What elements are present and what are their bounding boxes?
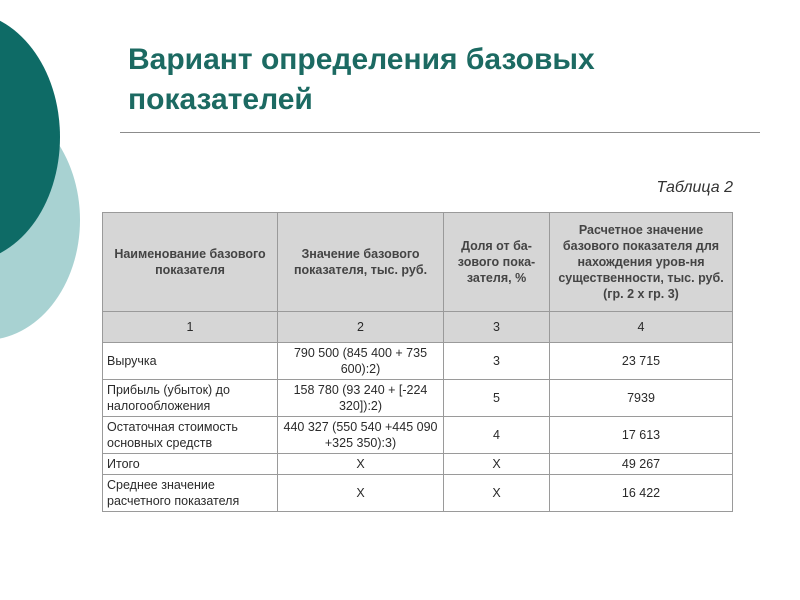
row-name: Итого <box>103 454 278 475</box>
header-indicator-value: Значение базового показателя, тыс. руб. <box>278 213 444 312</box>
table-row <box>103 380 733 417</box>
row-name: Прибыль (убыток) до налогообложения <box>103 380 278 417</box>
row-calculated: 7939 <box>550 380 733 417</box>
table-row <box>103 417 733 454</box>
row-share: X <box>444 475 550 512</box>
row-share: 5 <box>444 380 550 417</box>
row-value: 790 500 (845 400 + 735 600):2) <box>278 343 444 380</box>
column-number: 4 <box>550 312 733 343</box>
row-share: 4 <box>444 417 550 454</box>
row-calculated: 23 715 <box>550 343 733 380</box>
row-calculated: 49 267 <box>550 454 733 475</box>
row-calculated: 16 422 <box>550 475 733 512</box>
header-calculated-value: Расчетное значение базового показателя для нахождения уров-ня существенности, тыс. руб. (гр. 2 х гр. 3) <box>550 213 733 312</box>
row-value: X <box>278 475 444 512</box>
column-number: 3 <box>444 312 550 343</box>
row-name: Остаточная стоимость основных средств <box>103 417 278 454</box>
row-name: Выручка <box>103 343 278 380</box>
slide-title-line-1: Вариант определения базовых <box>128 43 595 76</box>
slide-title <box>128 40 728 120</box>
column-number: 2 <box>278 312 444 343</box>
header-share-percent: Доля от ба-зового пока-зателя, % <box>444 213 550 312</box>
row-value: 440 327 (550 540 +445 090 +325 350):3) <box>278 417 444 454</box>
base-indicators-table <box>102 212 733 512</box>
table-row <box>103 475 733 512</box>
column-number: 1 <box>103 312 278 343</box>
column-number-row <box>103 312 733 343</box>
table-row <box>103 454 733 475</box>
row-name: Среднее значение расчетного показателя <box>103 475 278 512</box>
row-share: X <box>444 454 550 475</box>
table-header-row <box>103 213 733 312</box>
title-divider <box>120 132 760 133</box>
row-share: 3 <box>444 343 550 380</box>
table-caption: Таблица 2 <box>656 179 733 196</box>
header-indicator-name: Наименование базового показателя <box>103 213 278 312</box>
table-row <box>103 343 733 380</box>
row-value: X <box>278 454 444 475</box>
row-calculated: 17 613 <box>550 417 733 454</box>
slide-title-line-2: показателей <box>128 83 313 116</box>
row-value: 158 780 (93 240 + [-224 320]):2) <box>278 380 444 417</box>
